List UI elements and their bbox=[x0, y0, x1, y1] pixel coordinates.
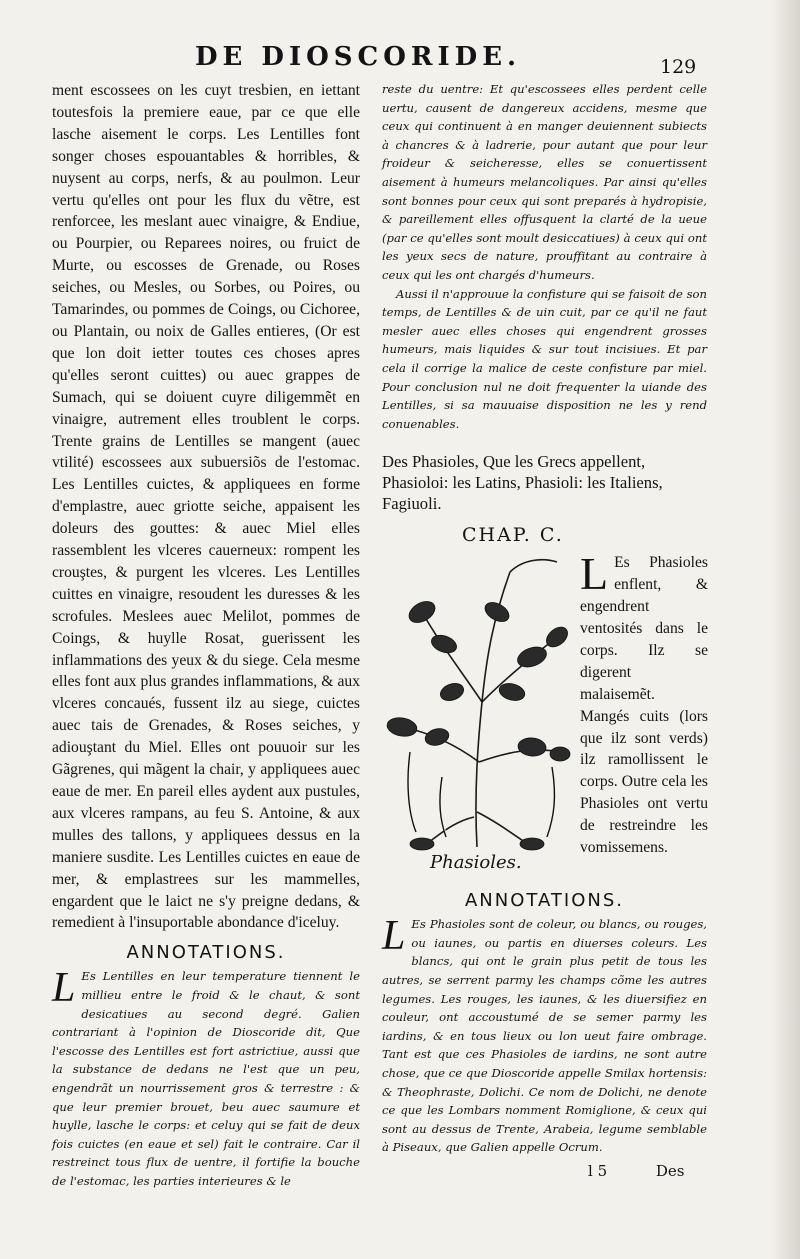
page-number: 129 bbox=[660, 56, 697, 78]
annotations-heading-left: ANNOTATIONS. bbox=[126, 942, 286, 964]
catchword: Des bbox=[655, 1162, 685, 1180]
chapter-text bbox=[580, 548, 708, 859]
drop-cap: L bbox=[382, 913, 406, 960]
annotations-text-right: Es Phasioles sont de coleur, ou blancs, ou rouges, ou iaunes, ou partis en diuerses coleurs. Les blancs, qui ont le grain plus petit de tous les autres, se serrent parmy les champs cõme les autres legumes. Les rouges, les iaunes, & les diuersifiez en couleur, ont accoustumé de se semer parmy les iardins, & en tous lieux ou lon ueut faire ombrage. Tant est que ces Phasioles de iardins, ne sont autre chose, que ce que Dioscoride appelle Smilax hortensis: & Theophraste, Dolichi. Ce nom de Dolichi, ne denote ce que les Lombars nomment Romiglione, & ceux qui sont au dessus de Trente, Arabeia, legume semblable à Piseaux, que Galien appelle Ocrum. bbox=[382, 917, 707, 1155]
italic-paragraph: Aussi il n'approuue la confisture qui se faisoit de son temps, de Lentilles & de uin cuit, par ce qu'il ne faut mesler auec elles choses qui engendrent grosses humeurs, mais liquides & sur tout incisiues. Et par cela il corrige la malice de ceste confisture par miel. Pour conclusion nul ne doit frequenter la uiande des Lentilles, si sa mauuaise disposition ne les y rend conuenables. bbox=[382, 286, 707, 431]
signature-mark: l 5 bbox=[588, 1162, 608, 1180]
drop-cap: L bbox=[580, 548, 609, 600]
page-footer bbox=[588, 1162, 685, 1180]
annotations-paragraph-left bbox=[52, 967, 360, 1190]
bean-plant-woodcut bbox=[382, 552, 572, 852]
figure-caption: Phasioles. bbox=[430, 852, 522, 874]
annotations-heading-right: ANNOTATIONS. bbox=[464, 890, 624, 912]
italic-continuation: reste du uentre: Et qu'escossees elles perdent celle uertu, causent de dangereux accidens, mesme que ceux qui continuent à en manger deuiennent subiects à chancres & à ladrerie, pour autant que pour leur froideur & seicheresse, elles se conuertissent aisement à humeurs melancoliques. Par ainsi qu'elles sont bonnes pour ceux qui sont preparés à hydropisie, & pareillement elles offusquent la clarté de la ueue (par ce qu'elles sont moult desiccatiues) à ceux qui ont les yeux secs de nature, prouffitant au contraire à ceux qui les ont chargés d'humeurs. bbox=[382, 82, 707, 282]
annotations-paragraph-right bbox=[382, 915, 707, 1157]
annotations-text-left: Es Lentilles en leur temperature tiennent le millieu entre le froid & le chaut, & sont desicatiues au second degré. Galien contrariant à l'opinion de Dioscoride dit, Que l'escosse des Lentilles est fort astrictiue, aussi que la substance de dedans ne l'est que un peu, engendrãt un nourrissement gros & terrestre : & que leur premier brouet, beu auec saumure et huylle, lasche le corps: et celuy qui se fait de deux fois cuictes (en eaue et sel) fait le contraire. Car il restreinct tous flux de uentre, il fortifie la bouche de l'estomac, les parties interieures & le bbox=[52, 969, 360, 1188]
chapter-body: Es Phasioles enflent, & engendrent ventosités dans le corps. Ilz se digerent malaisemẽt. Mangés cuits (lors que ilz sont verds) ilz ramollissent le corps. Outre cela les Phasioles ont vertu de restreindre les vomissemens. bbox=[580, 554, 708, 857]
left-body-paragraph: ment escossees on les cuyt tresbien, en iettant toutesfois la premiere eaue, par ce que elle lasche aisement le corps. Les Lentilles font songer choses espouantables & horribles, & nuysent au corps, nerfs, & au poulmon. Leur vertu qu'elles ont pour les flux du vẽtre, est renforcee, les meslant auec vinaigre, & Endiue, ou Pourpier, ou Reparees noires, ou fruict de Murte, ou escosses de Grenade, ou Roses seiches, ou Mesles, ou Sorbes, ou Poires, ou Tamarindes, ou pommes de Coings, ou Cichoree, ou Plantain, ou noix de Galles entieres, (Or est que lon doit ietter toutes ces choses apres qu'elles seront cuittes) ou auec grappes de Sumach, qui se doiuent cuyre diligemmẽt en vinaigre, autrement elles troublent le corps. Trente grains de Lentilles se mangent (auec vtilité) escossees aux subuersiõs de l'estomac. Les Lentilles cuictes, & appliquees en forme d'emplastre, auec griotte seiche, appaisent les doleurs des gouttes: & auec Miel elles rassemblent les vlceres cauerneux: rompent les crouştes, & purgent les vlceres. Les Lentilles cuittes en vinaigre, resoudent les duresses & les scrofules. Meslees auec Melilot, pommes de Coings, & huylle Rosat, guerissent les inflammations des yeux & du siege. Cela mesme elles font aux plus grandes inflammations, & aux vlceres concaués, fussent ilz au siege, cuictes auec tais de Grenades, & Roses seiches, y adiouştant du Miel. Elles ont pouuoir sur les Gãgrenes, qui mãgent la chair, y appliquees auec eaue de mer. En pareil elles aydent aux pustules, aux vlceres rampans, au feu S. Antoine, & aux mulles des tallons, y appliquees dessus en la maniere susdite. Les Lentilles cuictes en eaue de mer, & emplastrees sur les mammelles, engardent que le laict ne s'y preigne dedans, & remedient à l'insuportable abondance d'iceluy. bbox=[52, 82, 360, 932]
chapter-title: Des Phasioles, Que les Grecs appellent, Phasioloi: les Latins, Phasioli: les Italiens, Fagiuoli. bbox=[382, 452, 663, 514]
drop-cap: L bbox=[52, 965, 76, 1012]
page-edge-shadow bbox=[770, 0, 800, 1259]
chapter-figure-block bbox=[382, 548, 708, 874]
chapter-heading: CHAP. C. bbox=[462, 524, 564, 547]
right-column bbox=[382, 80, 707, 1157]
left-column bbox=[52, 80, 360, 1190]
running-title: DE DIOSCORIDE. bbox=[195, 42, 522, 72]
